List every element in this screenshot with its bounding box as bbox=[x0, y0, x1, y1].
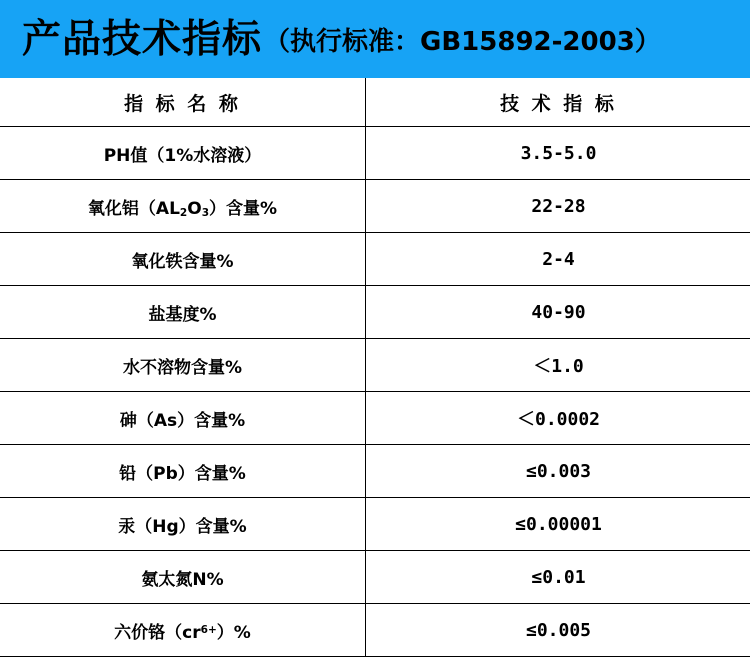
standard-reference: （执行标准：GB15892-2003） bbox=[264, 29, 661, 55]
table-row bbox=[0, 551, 750, 604]
table-header-row bbox=[0, 78, 750, 127]
spec-table bbox=[0, 78, 750, 657]
spec-value: ≤0.005 bbox=[366, 604, 750, 657]
column-header-value: 技 术 指 标 bbox=[366, 78, 750, 127]
spec-value: ≤0.003 bbox=[366, 445, 750, 498]
table-row bbox=[0, 286, 750, 339]
spec-value: 2-4 bbox=[366, 233, 750, 286]
spec-name: 砷（As）含量% bbox=[0, 392, 366, 445]
table-row bbox=[0, 180, 750, 233]
spec-name: 氧化铝$(AL_2O_3)$含量% bbox=[0, 180, 366, 233]
table-row bbox=[0, 392, 750, 445]
table-row bbox=[0, 445, 750, 498]
spec-table-body bbox=[0, 78, 750, 657]
spec-name: 水不溶物含量% bbox=[0, 339, 366, 392]
table-row bbox=[0, 127, 750, 180]
spec-name: 盐基度% bbox=[0, 286, 366, 339]
spec-value: ＜0.0002 bbox=[366, 392, 750, 445]
spec-name: 汞（Hg）含量% bbox=[0, 498, 366, 551]
table-row bbox=[0, 498, 750, 551]
spec-name: 氨太氮N% bbox=[0, 551, 366, 604]
spec-value: ≤0.00001 bbox=[366, 498, 750, 551]
spec-value: 40-90 bbox=[366, 286, 750, 339]
table-row bbox=[0, 604, 750, 657]
column-header-name: 指 标 名 称 bbox=[0, 78, 366, 127]
spec-name: 铅（Pb）含量% bbox=[0, 445, 366, 498]
spec-value: ≤0.01 bbox=[366, 551, 750, 604]
page-title: 产品技术指标 bbox=[22, 20, 262, 59]
table-row bbox=[0, 339, 750, 392]
spec-value: ＜1.0 bbox=[366, 339, 750, 392]
spec-name: 氧化铁含量% bbox=[0, 233, 366, 286]
spec-name: PH值（1%水溶液） bbox=[0, 127, 366, 180]
table-row bbox=[0, 233, 750, 286]
spec-value: 3.5-5.0 bbox=[366, 127, 750, 180]
spec-value: 22-28 bbox=[366, 180, 750, 233]
header-banner bbox=[0, 0, 750, 78]
spec-name: 六价铬$(cr^{6+})\%$ bbox=[0, 604, 366, 657]
